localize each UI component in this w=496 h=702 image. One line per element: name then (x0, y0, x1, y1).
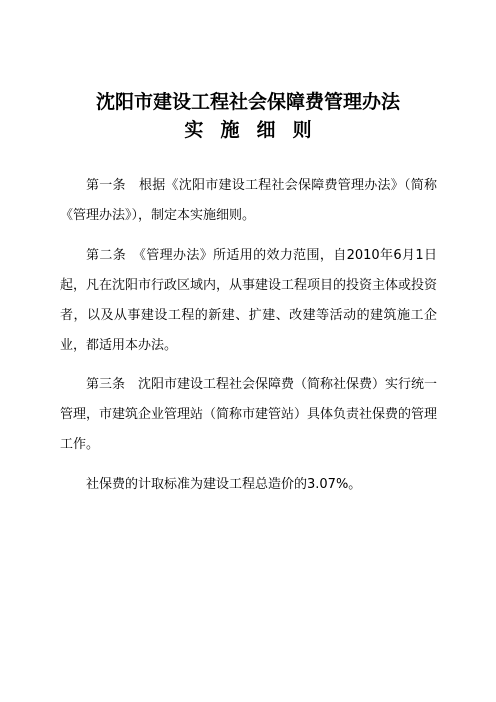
article-3-paragraph: 第三条 沈阳市建设工程社会保障费（简称社保费）实行统一管理，市建筑企业管理站（简称市建管站）具体负责社保费的管理工作。 (60, 377, 438, 452)
article-2-paragraph: 第二条 《管理办法》所适用的效力范围，自2010年6月1日起，凡在沈阳市行政区域内，从事建设工程项目的投资主体或投资者，以及从事建设工程的新建、扩建、改建等活动的建筑施工企业，都适用本办法。 (60, 247, 438, 353)
document-body (60, 171, 437, 500)
article-1-paragraph: 第一条 根据《沈阳市建设工程社会保障费管理办法》（简称《管理办法》），制定本实施细则。 (60, 178, 437, 223)
document-subtitle: 实施细则 (184, 119, 329, 141)
fee-standard-paragraph: 社保费的计取标准为建设工程总造价的3.07%。 (86, 476, 362, 492)
document-title: 沈阳市建设工程社会保障费管理办法 (95, 91, 400, 113)
